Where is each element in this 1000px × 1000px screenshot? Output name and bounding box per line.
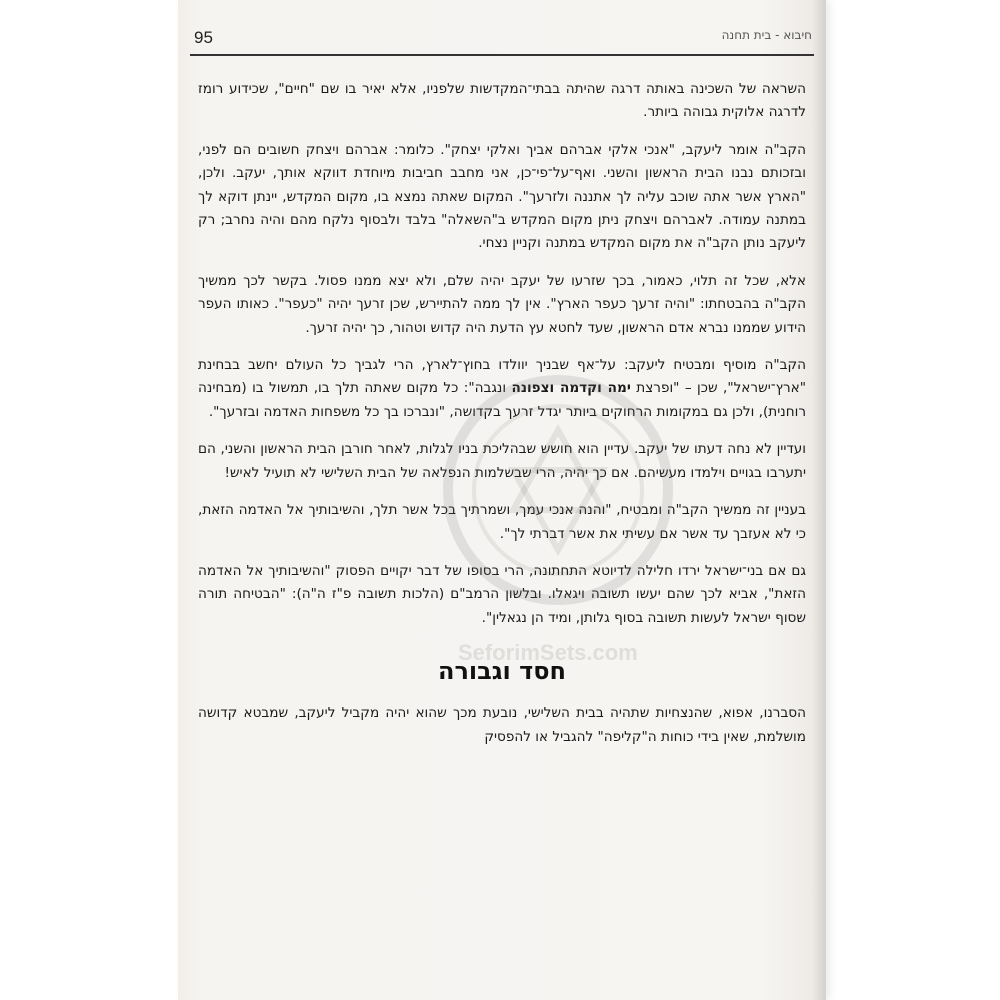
header-rule [190,54,814,56]
bold-phrase: ימה וקדמה וצפונה [511,380,631,397]
book-page [178,0,826,1000]
paragraph-1: השראה של השכינה באותה דרגה שהיתה בבתי־המקדשות שלפניו, אלא יאיר בו שם "חיים", שכידוע רומז לדרגה אלוקית גבוהה ביותר. [198,81,806,121]
paragraph-6: בעניין זה ממשיך הקב"ה ומבטיח, "והנה אנכי עמך, ושמרתיך בכל אשר תלך, והשיבותיך אל האדמה הזאת, כי לא אעזבך עד אשר אם עשיתי את אשר דברתי לך". [198,502,806,542]
paragraph-7: גם אם בני־ישראל ירדו חלילה לדיוטא התחתונה, הרי בסופו של דבר יקויים הפסוק "והשיבותיך אל האדמה הזאת", אביא לכך שהם יעשו תשובה ויגאלו. ובלשון הרמב"ם (הלכות תשובה פ"ז ה"ה): "הבטיחה תורה שסוף ישראל לעשות תשובה בסוף גלותן, ומיד הן נגאלין". [198,562,806,626]
paragraph-3: אלא, שכל זה תלוי, כאמור, בכך שזרעו של יעקב יהיה שלם, ולא יצא ממנו פסול. בקשר לכך ממשיך הקב"ה בהבטחתו: "והיה זרעך כעפר הארץ". אין לך ממה להתיירש, שכן זרעך יהיה "כעפר". כאותו העפר הידוע שממנו נברא אדם הראשון, שעד לחטא עץ הדעת היה קדוש וטהור, כך יהיה זרעך. [198,272,806,336]
page-number: 95 [194,28,213,47]
page-header [190,22,814,56]
section-heading: חסד וגבורה [437,657,567,686]
paragraph-4: הקב"ה מוסיף ומבטיח ליעקב: על־אף שבניך יוולדו בחוץ־לארץ, הרי לגביך כל העולם יחשב בבחינת "ארץ־ישראל", שכן – "ופרצת ימה וקדמה וצפונה ונגבה": כל מקום שאתה תלך בו, תמשול בו (מבחינה רוחנית), ולכן גם במקומות הרחוקים ביותר יגדל זרעך בקדושה, "ונברכו בך כל משפחות האדמה ובזרעך". [198,357,806,420]
watermark-text: SeforimSets.com [458,640,638,665]
page-edge-shadow [812,0,826,1000]
paragraph-2: הקב"ה אומר ליעקב, "אנכי אלקי אברהם אביך ואלקי יצחק". כלומר: אברהם ויצחק חשובים הם לפני, ובזכותם נבנו הבית הראשון והשני. ואף־על־פי־כן, אני מחבב חביבות מיוחדת דווקא אותך, יעקב. ולכן, "הארץ אשר אתה שוכב עליה לך אתננה ולזרעך". המקום שאתה נמצא בו, מקום המקדש, יינתן דוקא לך במתנה עמודה. לאברהם ויצחק ניתן מקום המקדש ב"השאלה" בלבד ולבסוף נלקח מהם והיה נחרב; רק ליעקב נותן הקב"ה את מקום המקדש במתנה וקניין נצחי. [198,141,806,252]
running-head: חיבוא - בית תחנה [721,28,812,42]
closing-paragraph: הסברנו, אפוא, שהנצחיות שתהיה בבית השלישי, נובעת מכך שהוא יהיה מקביל ליעקב, שמבטא קדושה מושלמת, שאין בידי כוחות ה"קליפה" להגביל או להפסיק [198,705,806,745]
paragraph-5: ועדיין לא נחה דעתו של יעקב. עדיין הוא חושש שבהליכת בניו לגלות, לאחר חורבן הבית הראשון והשני, הם יתערבו בגויים וילמדו מעשיהם. אם כך יהיה, הרי שבשלמות הנפלאה של הבית השלישי לא תועיל לאיש! [198,441,806,481]
